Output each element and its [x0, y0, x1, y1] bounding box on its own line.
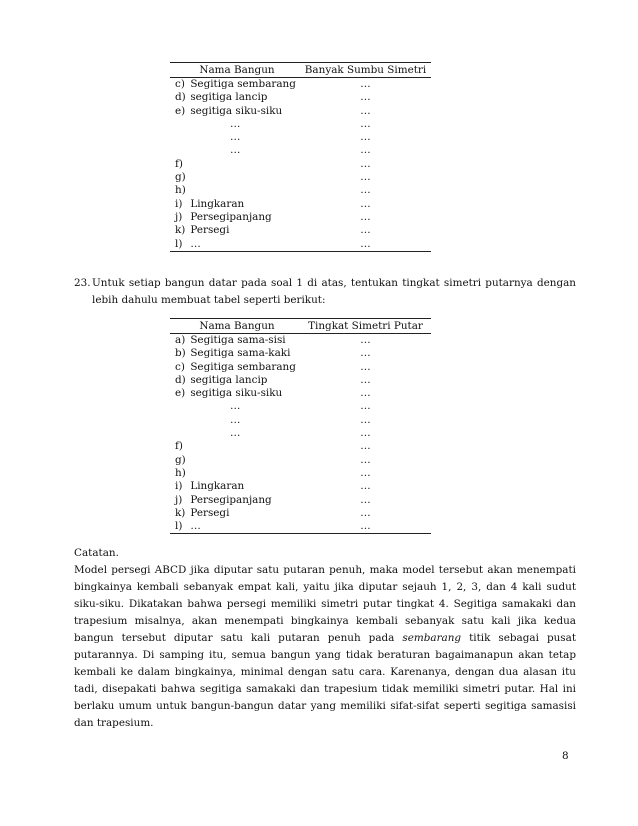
- shape-name-cell: [170, 520, 300, 533]
- value-cell: …: [360, 387, 371, 400]
- question-23: [74, 275, 576, 309]
- shape-name: …: [230, 117, 241, 130]
- table-row: [170, 158, 431, 171]
- shape-name: Segitiga sembarang: [190, 360, 296, 373]
- value-cell: …: [360, 91, 371, 104]
- table-row: [170, 118, 431, 131]
- shape-name-cell: [170, 211, 300, 224]
- value-cell: …: [360, 144, 371, 157]
- table-row: [170, 184, 431, 197]
- table-row: [170, 238, 431, 251]
- table-row: [170, 131, 431, 144]
- table-row: [170, 224, 431, 237]
- shape-name-cell: [170, 387, 300, 400]
- table-row: [170, 334, 431, 347]
- shape-name: Lingkaran: [190, 197, 245, 210]
- table-row: [170, 78, 431, 91]
- shape-name-cell: [170, 374, 300, 387]
- table-row: [170, 494, 431, 507]
- table-body: [170, 334, 431, 533]
- row-label: e): [175, 387, 186, 400]
- value-cell: …: [360, 360, 371, 373]
- shape-name-cell: [170, 400, 300, 413]
- table-header: [170, 319, 431, 334]
- row-label: d): [175, 373, 186, 386]
- value-cell: …: [360, 520, 371, 533]
- table-row: [170, 520, 431, 533]
- row-label: j): [175, 210, 183, 223]
- table-row: [170, 467, 431, 480]
- shape-name-cell: [170, 414, 300, 427]
- table-row: [170, 361, 431, 374]
- table-row: [170, 171, 431, 184]
- table-row: [170, 198, 431, 211]
- shape-name-cell: [170, 480, 300, 493]
- row-label: k): [175, 506, 186, 519]
- table-row: [170, 387, 431, 400]
- value-cell: …: [360, 400, 371, 413]
- note-text-after: titik sebagai pusat putarannya. Di samping itu, semua bangun yang tidak beraturan bagaimanapun akan tetap kembali ke dalam bingkainya, minimal dengan satu cara. Karenanya, dengan dua alasan itu tadi, disepakati bahwa segitiga samakaki dan trapesium tidak memiliki simetri putar. Hal ini berlaku umum untuk bangun-bangun datar yang memiliki sifat-sifat seperti segitiga samasisi dan trapesium.: [74, 632, 576, 729]
- value-cell: …: [360, 334, 371, 346]
- row-label: i): [175, 197, 183, 210]
- note-emphasis: sembarang: [402, 632, 462, 644]
- value-cell: …: [360, 347, 371, 360]
- table-row: [170, 105, 431, 118]
- shape-name-cell: [170, 91, 300, 104]
- table-row: [170, 507, 431, 520]
- note-section: [74, 545, 576, 732]
- row-label: k): [175, 224, 186, 237]
- page-number: 8: [562, 750, 569, 762]
- shape-name-cell: [170, 440, 300, 453]
- table-row: [170, 414, 431, 427]
- shape-name: …: [230, 131, 241, 144]
- shape-name: …: [230, 144, 241, 157]
- shape-name-cell: [170, 361, 300, 374]
- row-label: c): [175, 360, 185, 373]
- shape-name: segitiga lancip: [190, 373, 268, 386]
- shape-name: segitiga lancip: [190, 91, 268, 104]
- shape-name-cell: [170, 427, 300, 440]
- shape-name-cell: [170, 238, 300, 251]
- header-shape-name: Nama Bangun: [199, 64, 275, 76]
- row-label: g): [175, 171, 186, 184]
- shape-name: Persegipanjang: [190, 493, 272, 506]
- header-shape-name: Nama Bangun: [199, 320, 275, 332]
- shape-name: …: [230, 400, 241, 413]
- value-cell: …: [360, 184, 371, 197]
- shape-name-cell: [170, 467, 300, 480]
- row-label: l): [175, 237, 183, 250]
- shape-name: Lingkaran: [190, 480, 245, 493]
- value-cell: …: [360, 131, 371, 144]
- shape-name-cell: [170, 454, 300, 467]
- value-cell: …: [360, 171, 371, 184]
- row-label: j): [175, 493, 183, 506]
- shape-name-cell: [170, 347, 300, 360]
- shape-name-cell: [170, 144, 300, 157]
- value-cell: …: [360, 427, 371, 440]
- value-cell: …: [360, 373, 371, 386]
- shape-name-cell: [170, 171, 300, 184]
- value-cell: …: [360, 413, 371, 426]
- table-row: [170, 347, 431, 360]
- table-row: [170, 91, 431, 104]
- row-label: f): [175, 440, 183, 453]
- shape-name: …: [230, 413, 241, 426]
- note-title: Catatan.: [74, 547, 119, 559]
- shape-name-cell: [170, 78, 300, 91]
- table-row: [170, 374, 431, 387]
- value-cell: …: [360, 440, 371, 453]
- table-header: [170, 63, 431, 78]
- value-cell: …: [360, 224, 371, 237]
- shape-name: Segitiga sembarang: [190, 78, 296, 90]
- row-label: a): [175, 334, 186, 346]
- shape-name-cell: [170, 184, 300, 197]
- value-cell: …: [360, 237, 371, 250]
- table-row: [170, 427, 431, 440]
- note-paragraph: [74, 562, 576, 732]
- value-cell: …: [360, 78, 371, 90]
- question-number: 23.: [74, 277, 91, 289]
- value-cell: …: [360, 210, 371, 223]
- value-cell: …: [360, 197, 371, 210]
- shape-name-cell: [170, 224, 300, 237]
- value-cell: …: [360, 466, 371, 479]
- table-row: [170, 440, 431, 453]
- shape-name: …: [230, 427, 241, 440]
- shape-name-cell: [170, 494, 300, 507]
- value-cell: …: [360, 453, 371, 466]
- shape-name-cell: [170, 131, 300, 144]
- row-label: h): [175, 184, 186, 197]
- shape-name: Segitiga sama-kaki: [190, 347, 291, 360]
- shape-name: …: [190, 520, 201, 533]
- shape-name-cell: [170, 158, 300, 171]
- shape-name: …: [190, 237, 201, 250]
- question-text: Untuk setiap bangun datar pada soal 1 di atas, tentukan tingkat simetri putarnya dengan lebih dahulu membuat tabel seperti berikut:: [92, 277, 576, 306]
- value-cell: …: [360, 480, 371, 493]
- table-row: [170, 454, 431, 467]
- row-label: b): [175, 347, 186, 360]
- shape-name: segitiga siku-siku: [190, 104, 283, 117]
- shape-name: Persegi: [190, 506, 230, 519]
- value-cell: …: [360, 117, 371, 130]
- row-label: e): [175, 104, 186, 117]
- shape-name: Persegi: [190, 224, 230, 237]
- shape-name: Persegipanjang: [190, 210, 272, 223]
- row-label: i): [175, 480, 183, 493]
- symmetry-axis-table: [170, 62, 431, 252]
- shape-name-cell: [170, 334, 300, 347]
- shape-name-cell: [170, 118, 300, 131]
- shape-name-cell: [170, 507, 300, 520]
- shape-name-cell: [170, 105, 300, 118]
- table-row: [170, 400, 431, 413]
- header-rotation-order: Tingkat Simetri Putar: [308, 320, 423, 332]
- table-row: [170, 144, 431, 157]
- table-row: [170, 480, 431, 493]
- value-cell: …: [360, 506, 371, 519]
- row-label: c): [175, 78, 185, 90]
- row-label: l): [175, 520, 183, 533]
- shape-name: segitiga siku-siku: [190, 387, 283, 400]
- shape-name: Segitiga sama-sisi: [190, 334, 286, 346]
- shape-name-cell: [170, 198, 300, 211]
- rotational-symmetry-table: [170, 318, 431, 534]
- row-label: f): [175, 157, 183, 170]
- row-label: h): [175, 466, 186, 479]
- note-text-before: Model persegi ABCD jika diputar satu putaran penuh, maka model tersebut akan menempati bingkainya kembali sebanyak empat kali, yaitu jika diputar sejauh 1, 2, 3, dan 4 kali sudut siku-siku. Dikatakan bahwa persegi memiliki simetri putar tingkat 4. Segitiga samakaki dan trapesium misalnya, akan menempati bingkainya kembali sebanyak satu kali jika kedua bangun tersebut diputar satu kali putaran penuh pada: [74, 564, 576, 644]
- header-axis-count: Banyak Sumbu Simetri: [304, 64, 427, 76]
- value-cell: …: [360, 493, 371, 506]
- row-label: d): [175, 91, 186, 104]
- value-cell: …: [360, 104, 371, 117]
- table-row: [170, 211, 431, 224]
- table-body: [170, 78, 431, 251]
- value-cell: …: [360, 157, 371, 170]
- row-label: g): [175, 453, 186, 466]
